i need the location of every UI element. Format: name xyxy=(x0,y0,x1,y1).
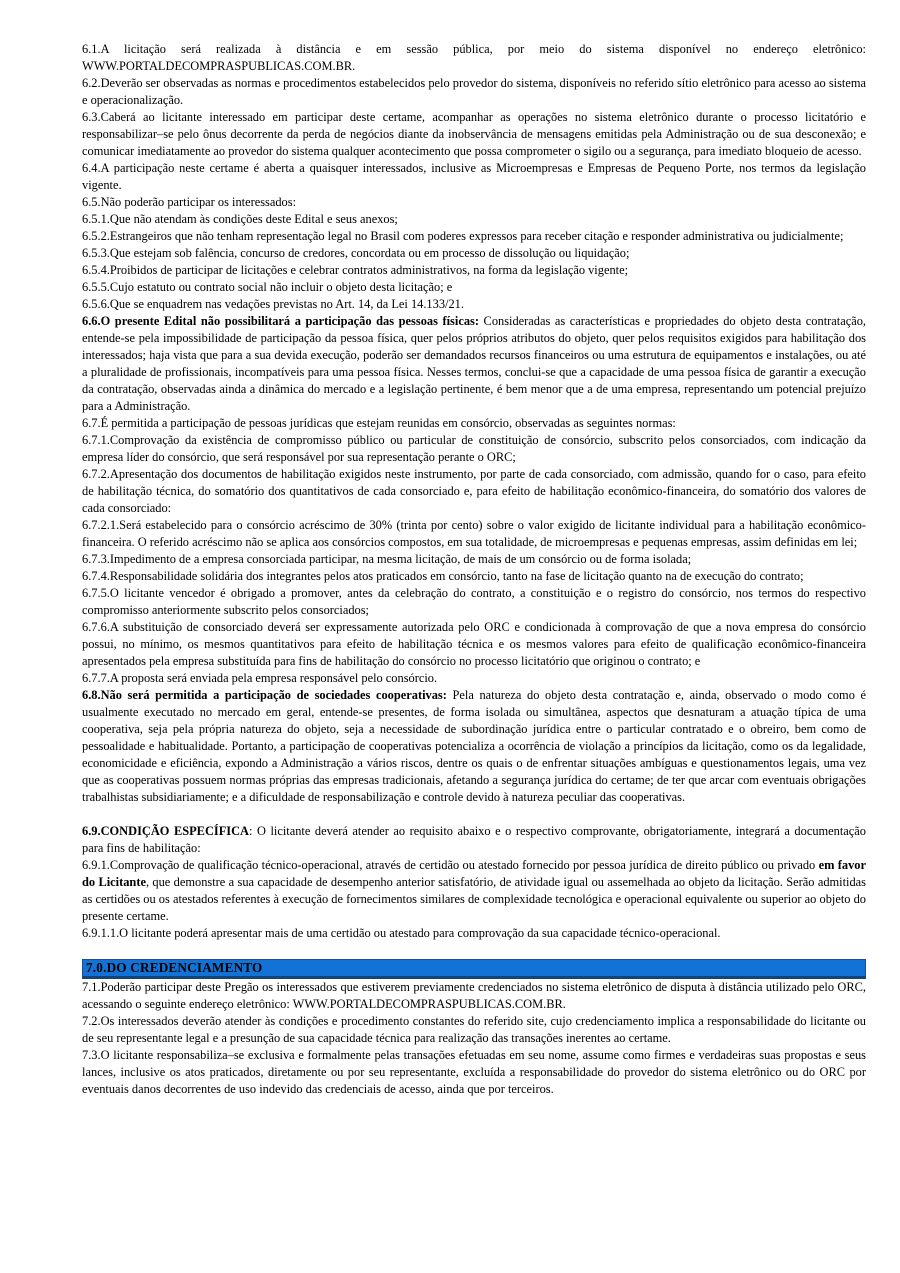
clause-6-7-1: 6.7.1.Comprovação da existência de compromisso público ou particular de constituição de consórcio, subscrito pelos consorciados, com indicação da empresa líder do consórcio, que será responsável por sua representação perante o ORC; xyxy=(82,433,866,464)
blank-line xyxy=(82,806,866,823)
clause-6-7-3: 6.7.3.Impedimento de a empresa consorciada participar, na mesma licitação, de mais de um consórcio ou de forma isolada; xyxy=(82,552,692,566)
clause-6-8-bold-lead: 6.8.Não será permitida a participação de sociedades cooperativas: xyxy=(82,688,447,702)
clause-6-9 xyxy=(82,823,866,857)
clause-6-7-4: 6.7.4.Responsabilidade solidária dos integrantes pelos atos praticados em consórcio, tanto na fase de licitação quanto na de execução do contrato; xyxy=(82,569,804,583)
clause-6-7-6: 6.7.6.A substituição de consorciado deverá ser expressamente autorizada pelo ORC e condicionada à comprovação de que a nova empresa do consórcio possui, no mínimo, os mesmos quantitativos para efeito de habilitação técnica e os mesmos valores para efeito de qualificação econômico-financeira apresentados pela empresa substituída para fins de habilitação do consórcio no processo licitatório que originou o contrato; e xyxy=(82,620,866,668)
clause-6-6 xyxy=(82,313,866,415)
clause-6-2: 6.2.Deverão ser observadas as normas e procedimentos estabelecidos pelo provedor do sistema, disponíveis no referido sítio eletrônico para acesso ao sistema e operacionalização. xyxy=(82,76,866,107)
clause-6-5-3: 6.5.3.Que estejam sob falência, concurso de credores, concordata ou em processo de dissolução ou liquidação; xyxy=(82,246,630,260)
clause-6-5-5: 6.5.5.Cujo estatuto ou contrato social não incluir o objeto desta licitação; e xyxy=(82,280,453,294)
clause-6-5-6: 6.5.6.Que se enquadrem nas vedações previstas no Art. 14, da Lei 14.133/21. xyxy=(82,297,464,311)
clause-6-6-body: Consideradas as características e propriedades do objeto desta contratação, entende-se pela impossibilidade de participação da pessoa física, quer pelos próprios atributos do objeto, quer pelos requisitos exigidos para habilitação dos interessados; haja vista que para a sua devida execução, poderão ser demandados recursos financeiros ou uma estrutura de equipamentos e instalações, ou até a pluralidade de profissionais, incompatíveis para uma pessoa física. Nesses termos, conclui-se que a capacidade de uma pessoa física de garantir a execução da contratação, observadas ainda a dinâmica do mercado e a legislação pertinente, é bem menor que a de uma empresa, representando um potencial prejuízo para a Administração. xyxy=(82,314,866,413)
clause-6-7-5: 6.7.5.O licitante vencedor é obrigado a promover, antes da celebração do contrato, a constituição e o registro do consórcio, nos termos do respectivo compromisso anteriormente subscrito pelos consorciados; xyxy=(82,586,866,617)
clause-6-8-body: Pela natureza do objeto desta contratação e, ainda, observado o modo como é usualmente executado no mercado em geral, entende-se presentes, de forma isolada ou simultânea, aspectos que desnaturam a atuação típica de uma cooperativa, seja pela própria natureza do objeto, seja a necessidade de subordinação jurídica entre o particular contratado e o obreiro, bem como de pessoalidade e habitualidade. Portanto, a participação de cooperativas potencializa a ocorrência de violação a princípios da licitação, como os da legalidade, economicidade e eficiência, expondo a Administração a vários riscos, dentre os quais o de enfrentar situações ambíguas e questionamentos legais, uma vez que as cooperativas possuem normas próprias das empresas tradicionais, afetando a segurança jurídica do certame; de ter que arcar com eventuais obrigações trabalhistas subsidiariamente; e a dificuldade de responsabilização e controle devido à natureza peculiar das cooperativas. xyxy=(82,688,867,804)
clause-7-2: 7.2.Os interessados deverão atender às condições e procedimento constantes do referido site, cujo credenciamento implica a responsabilidade do licitante ou de seu representante legal e a presunção de sua capacidade técnica para realização das transações inerentes ao certame. xyxy=(82,1014,866,1045)
clause-6-7-2-1: 6.7.2.1.Será estabelecido para o consórcio acréscimo de 30% (trinta por cento) sobre o valor exigido de licitante individual para a habilitação econômico-financeira. O referido acréscimo não se aplica aos consórcios compostos, em sua totalidade, de microempresas e pequenas empresas, assim definidas em lei; xyxy=(82,518,866,549)
clause-6-5: 6.5.Não poderão participar os interessados: xyxy=(82,195,297,209)
clause-6-5-2: 6.5.2.Estrangeiros que não tenham representação legal no Brasil com poderes expressos para receber citação e responder administrativa ou judicialmente; xyxy=(82,229,844,243)
clause-6-6-bold-lead: 6.6.O presente Edital não possibilitará a participação das pessoas físicas: xyxy=(82,314,479,328)
clause-6-9-1-body-start: 6.9.1.Comprovação de qualificação técnico-operacional, através de certidão ou atestado fornecido por pessoa jurídica de direito público ou privado xyxy=(82,858,819,872)
clause-6-5-1: 6.5.1.Que não atendam às condições deste Edital e seus anexos; xyxy=(82,212,398,226)
clause-6-9-1-body-end: , que demonstre a sua capacidade de desempenho anterior satisfatório, de atividade igual ou assemelhada ao objeto da licitação. Serão admitidas as certidões ou os atestados referentes à execução de fornecimentos similares de complexidade tecnológica e operacional equivalente ou superior ao objeto do presente certame. xyxy=(82,875,867,923)
section-header-label: 7.0.DO CREDENCIAMENTO xyxy=(86,960,263,975)
clause-6-9-1-bold-inline: em favor do Licitante xyxy=(82,858,866,889)
clause-6-3: 6.3.Caberá ao licitante interessado em participar deste certame, acompanhar as operações no sistema eletrônico durante o processo licitatório e responsabilizar–se pelo ônus decorrente da perda de negócios diante da inobservância de mensagens emitidas pela Administração ou de sua desconexão; e comunicar imediatamente ao provedor do sistema qualquer acontecimento que possa comprometer o sigilo ou a segurança, para imediato bloqueio de acesso. xyxy=(82,110,866,158)
clause-6-7-7: 6.7.7.A proposta será enviada pela empresa responsável pelo consórcio. xyxy=(82,671,438,685)
clause-6-5-4: 6.5.4.Proibidos de participar de licitações e celebrar contratos administrativos, na forma da legislação vigente; xyxy=(82,263,629,277)
clause-6-7: 6.7.É permitida a participação de pessoas jurídicas que estejam reunidas em consórcio, observadas as seguintes normas: xyxy=(82,416,676,430)
clause-6-9-bold-lead: 6.9.CONDIÇÃO ESPECÍFICA xyxy=(82,824,249,838)
blank-line xyxy=(82,942,866,959)
section-header-bar-7-0 xyxy=(82,959,866,979)
clause-7-3: 7.3.O licitante responsabiliza–se exclusiva e formalmente pelas transações efetuadas em seu nome, assume como firmes e verdadeiras suas propostas e seus lances, inclusive os atos praticados, diretamente ou por seu representante, excluída a responsabilidade do provedor do sistema eletrônico ou do ORC por eventuais danos decorrentes de uso indevido das credenciais de acesso, ainda que por terceiros. xyxy=(82,1048,866,1096)
clause-6-9-1-1: 6.9.1.1.O licitante poderá apresentar mais de uma certidão ou atestado para comprovação da sua capacidade técnico-operacional. xyxy=(82,926,721,940)
clause-6-1: 6.1.A licitação será realizada à distância e em sessão pública, por meio do sistema disponível no endereço eletrônico: WWW.PORTALDECOMPRASPUBLICAS.COM.BR. xyxy=(82,42,866,73)
clause-6-9-1 xyxy=(82,857,866,925)
clause-6-4: 6.4.A participação neste certame é aberta a quaisquer interessados, inclusive as Microempresas e Empresas de Pequeno Porte, nos termos da legislação vigente. xyxy=(82,161,866,192)
clause-6-7-2: 6.7.2.Apresentação dos documentos de habilitação exigidos neste instrumento, por parte de cada consorciado, com admissão, quando for o caso, para efeito de habilitação técnica, do somatório dos quantitativos de cada consorciado e, para efeito de habilitação econômico-financeira, do somatório dos valores de cada consorciado: xyxy=(82,467,866,515)
clause-6-9-body: : O licitante deverá atender ao requisito abaixo e o respectivo comprovante, obrigatoriamente, integrará a documentação para fins de habilitação: xyxy=(82,824,866,855)
clause-6-8 xyxy=(82,687,866,806)
clause-7-1: 7.1.Poderão participar deste Pregão os interessados que estiverem previamente credenciados no sistema eletrônico de disputa à distância utilizado pelo ORC, acessando o seguinte endereço eletrônico: WWW.PORTALDECOMPRASPUBLICAS.COM.BR. xyxy=(82,980,866,1011)
